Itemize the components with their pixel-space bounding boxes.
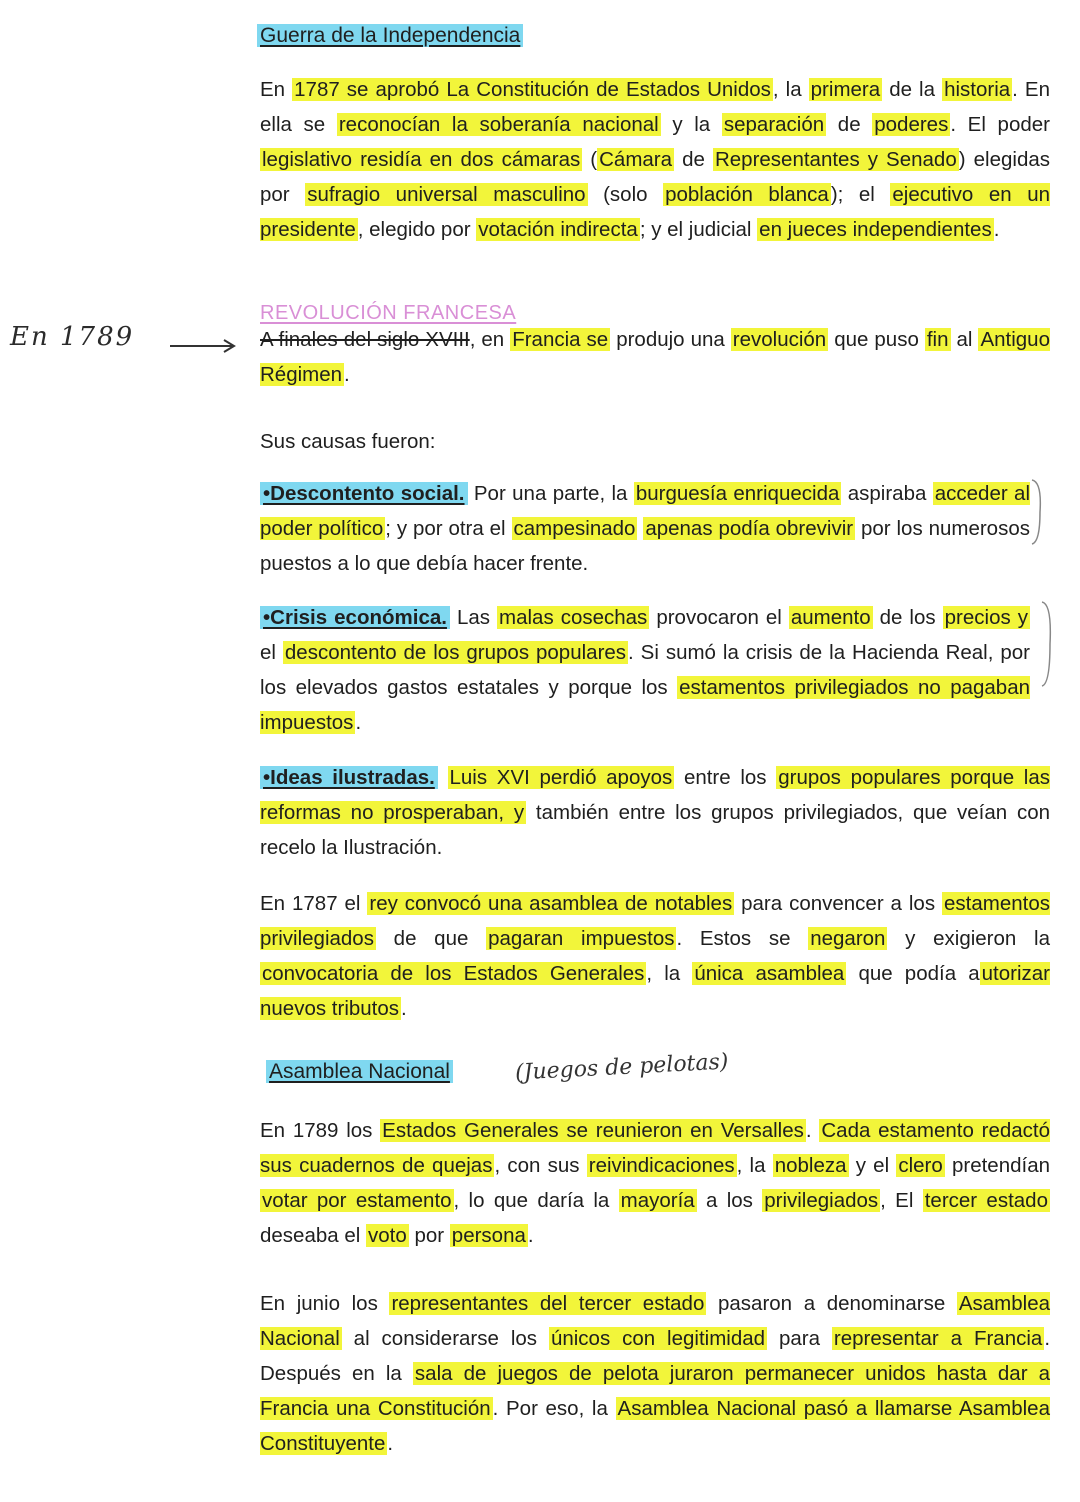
text: En 1789 los: [260, 1119, 381, 1142]
text: En 1787 el: [260, 892, 368, 915]
highlight: voto: [368, 1224, 407, 1247]
bullet-title: •Crisis económica.: [260, 606, 450, 629]
text: . Por eso, la: [492, 1397, 616, 1420]
text: produjo una: [610, 328, 731, 351]
handwritten-note: (Juegos de pelotas): [514, 1049, 730, 1086]
highlight: campesinado: [513, 517, 636, 540]
highlight: legislativo residía en dos cámaras: [262, 148, 581, 171]
text: Sus causas fueron:: [260, 430, 436, 453]
highlight: votar por estamento: [262, 1189, 452, 1212]
text: de: [674, 148, 713, 171]
highlight: representantes del tercer estado: [391, 1292, 705, 1315]
text: por: [408, 1224, 450, 1247]
text: por los numerosos puestos a lo que debía hacer frente.: [260, 517, 1030, 575]
highlight: estamentos privilegiados: [260, 892, 1050, 950]
highlight: única asamblea: [694, 962, 845, 985]
text: . Estos se: [676, 927, 809, 950]
highlight: Francia se: [512, 328, 609, 351]
text: al: [950, 328, 979, 351]
cause-ideas: [260, 760, 1050, 865]
highlight: estamentos privilegiados no pagaban impuestos: [260, 676, 1030, 734]
text: .: [387, 1432, 394, 1455]
highlight: tercer estado: [924, 1189, 1048, 1212]
text: , El: [880, 1189, 923, 1212]
highlight: acceder al poder político: [260, 482, 1031, 540]
bracket-mark: [1038, 600, 1058, 690]
text: pasaron a denominarse: [706, 1292, 957, 1315]
highlight: 1787 se aprobó La Constitución de Estados Unidos: [294, 78, 771, 101]
highlight: Cada estamento redactó sus cuadernos de quejas: [260, 1119, 1050, 1177]
text: y la: [660, 113, 722, 136]
text: , elegido por: [357, 218, 477, 241]
section-title-independence: [257, 24, 523, 48]
highlight: votación indirecta: [478, 218, 638, 241]
highlight: reivindicaciones: [588, 1154, 735, 1177]
text: aspiraba: [841, 482, 933, 505]
text: En junio los: [260, 1292, 390, 1315]
highlight: historia: [944, 78, 1011, 101]
highlight: persona: [451, 1224, 526, 1247]
highlight: utorizar nuevos tributos: [260, 962, 1050, 1020]
text: , en: [469, 328, 511, 351]
highlight: Cámara: [599, 148, 673, 171]
text: , la: [772, 78, 809, 101]
highlight: pagaran impuestos: [488, 927, 675, 950]
causes-label: [260, 424, 1050, 459]
highlight: Representantes y Senado: [714, 148, 957, 171]
text: al considerarse los: [341, 1327, 549, 1350]
highlight: Luis XVI perdió apoyos: [449, 766, 673, 789]
text: (solo: [587, 183, 664, 206]
text: , con sus: [494, 1154, 587, 1177]
highlight: en jueces independientes: [759, 218, 992, 241]
highlight: nobleza: [774, 1154, 847, 1177]
highlight: poderes: [874, 113, 949, 136]
text: el: [260, 641, 283, 664]
highlight: sala de juegos de pelota juraron permanecer unidos hasta dar a Francia una Constitución: [260, 1362, 1050, 1420]
text: .: [527, 1224, 534, 1247]
highlight: Asamblea Nacional pasó a llamarse Asamblea Constituyente: [260, 1397, 1050, 1455]
highlight: negaron: [810, 927, 886, 950]
highlight: revolución: [732, 328, 827, 351]
text: de la: [882, 78, 943, 101]
highlight: apenas podía obrevivir: [645, 517, 854, 540]
text: . Después en la: [260, 1327, 1051, 1385]
bullet-title: •Descontento social.: [260, 482, 468, 505]
text: ; y el judicial: [639, 218, 758, 241]
paragraph-constitution: [260, 72, 1050, 247]
text: , lo que daría la: [453, 1189, 619, 1212]
highlight: Asamblea Nacional: [260, 1292, 1051, 1350]
cause-social: [260, 476, 1030, 581]
text: también entre los grupos privilegiados, que veían con recelo la Ilustración.: [260, 801, 1050, 859]
highlight: reconocían la soberanía nacional: [338, 113, 659, 136]
text: , la: [646, 962, 693, 985]
text: para: [767, 1327, 832, 1350]
highlight: convocatoria de los Estados Generales: [262, 962, 645, 985]
highlight: población blanca: [665, 183, 829, 206]
text: [438, 766, 448, 789]
highlight: aumento: [790, 606, 871, 629]
text: a los: [696, 1189, 763, 1212]
text: Las: [449, 606, 498, 629]
highlight: clero: [898, 1154, 943, 1177]
text: deseaba el: [260, 1224, 367, 1247]
bracket-mark: [1028, 478, 1048, 548]
text: que podía a: [846, 962, 980, 985]
highlight: malas cosechas: [499, 606, 648, 629]
highlight: Antiguo Régimen: [260, 328, 1050, 386]
text: .: [344, 363, 350, 386]
highlight: ejecutivo en un presidente: [260, 183, 1051, 241]
section-title-revolution: REVOLUCIÓN FRANCESA: [260, 302, 517, 324]
text: provocaron el: [649, 606, 789, 629]
text: (: [582, 148, 598, 171]
text: ; y por otra el: [385, 517, 512, 540]
highlight: Estados Generales se reunieron en Versalles: [382, 1119, 804, 1142]
paragraph-june: [260, 1286, 1050, 1461]
text: , la: [736, 1154, 773, 1177]
text: En: [260, 78, 293, 101]
highlight: privilegiados: [764, 1189, 879, 1212]
text: que puso: [828, 328, 925, 351]
text: Por una parte, la: [467, 482, 634, 505]
section-title-assembly: [266, 1060, 453, 1084]
highlight: grupos populares porque las reformas no prosperaban, y: [260, 766, 1050, 824]
text: ); el: [830, 183, 891, 206]
text: . En ella se: [260, 78, 1050, 136]
text: de: [826, 113, 873, 136]
text: entre los: [674, 766, 777, 789]
text: y exigieron la: [887, 927, 1050, 950]
text: .: [805, 1119, 820, 1142]
text: .: [993, 218, 1000, 241]
bullet-title: •Ideas ilustradas.: [260, 766, 438, 789]
paragraph-estates: [260, 1113, 1050, 1253]
text: . El poder: [950, 113, 1050, 136]
highlight: sufragio universal masculino: [307, 183, 586, 206]
cause-economic: [260, 600, 1030, 740]
highlight: separación: [723, 113, 825, 136]
highlight: fin: [926, 328, 949, 351]
text: pretendían: [944, 1154, 1050, 1177]
title-text: Asamblea Nacional: [266, 1060, 453, 1083]
highlight: descontento de los grupos populares: [284, 641, 627, 664]
highlight: primera: [810, 78, 881, 101]
text: . Si sumó la crisis de la Hacienda Real, por los elevados gastos estatales y porque los: [260, 641, 1030, 699]
highlight: rey convocó una asamblea de notables: [369, 892, 733, 915]
highlight: burguesía enriquecida: [635, 482, 840, 505]
arrow-icon: [168, 336, 238, 356]
paragraph-notables: [260, 886, 1050, 1026]
paragraph-intro: [260, 322, 1050, 392]
highlight: precios y: [944, 606, 1028, 629]
title-text: Guerra de la Independencia: [257, 24, 523, 47]
struck-text: A finales del siglo XVIII: [260, 328, 470, 351]
highlight: representar a Francia: [833, 1327, 1043, 1350]
text: para convencer a los: [734, 892, 942, 915]
text: de que: [375, 927, 487, 950]
text: y el: [848, 1154, 897, 1177]
highlight: mayoría: [620, 1189, 695, 1212]
text: .: [401, 997, 407, 1020]
text: ) elegidas por: [260, 148, 1050, 206]
highlight: únicos con legitimidad: [550, 1327, 766, 1350]
margin-note: En 1789: [10, 322, 135, 352]
text: .: [355, 711, 362, 734]
text: de los: [872, 606, 943, 629]
